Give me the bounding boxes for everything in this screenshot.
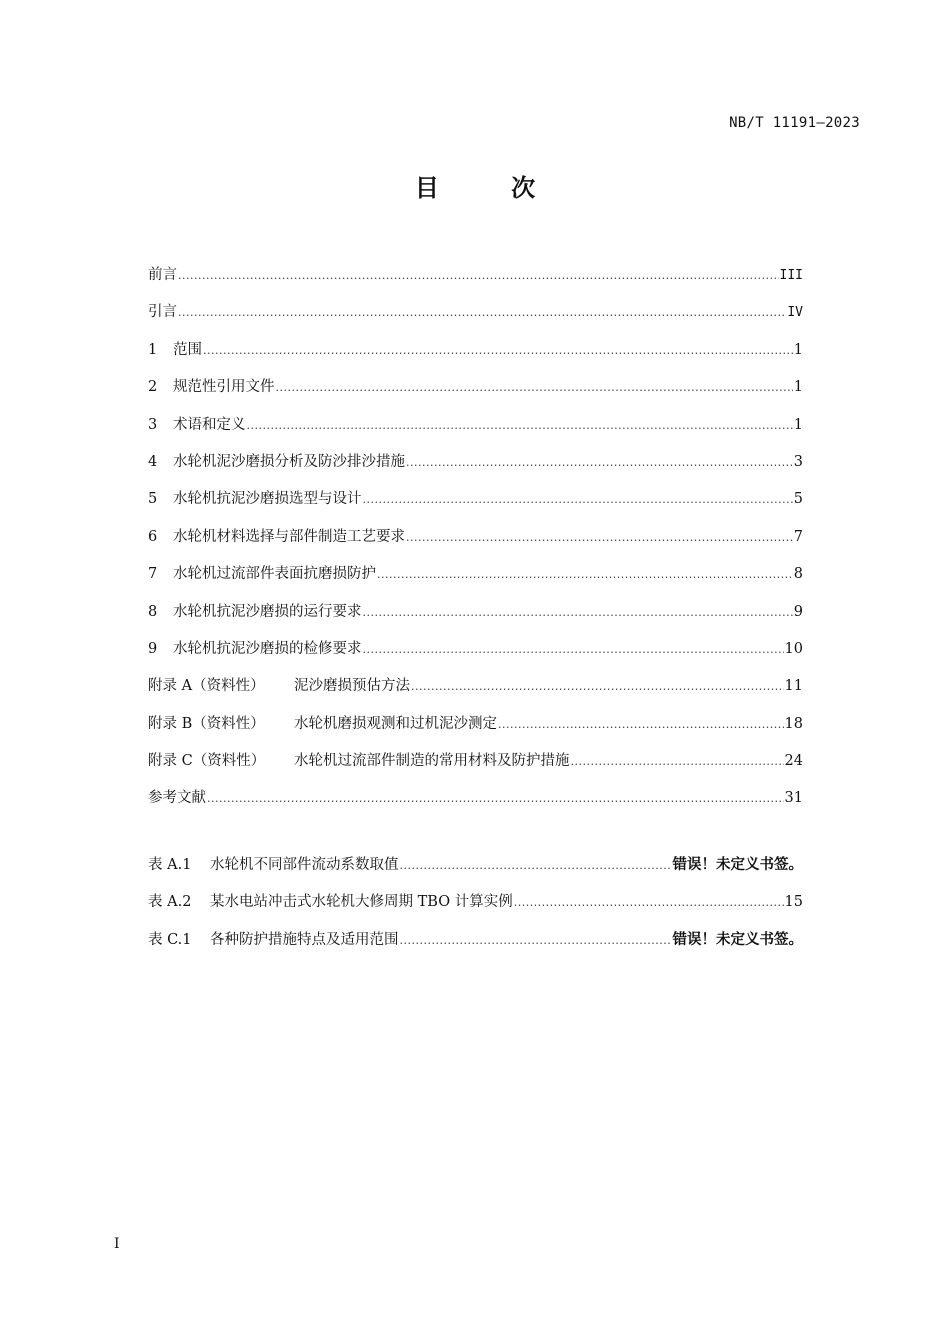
page-reference: 1 <box>793 341 803 358</box>
entry-label <box>148 890 513 911</box>
toc-entry[interactable] <box>148 562 803 599</box>
toc-entry[interactable] <box>148 749 803 786</box>
page-reference: 错误！未定义书签。 <box>672 931 803 948</box>
entry-label <box>148 375 275 396</box>
dot-leader <box>406 456 793 469</box>
entry-title: 泥沙磨损预估方法 <box>294 678 410 695</box>
toc-entry[interactable] <box>148 525 803 562</box>
dot-leader <box>178 269 779 282</box>
entry-label <box>148 263 177 284</box>
dot-leader <box>363 606 793 619</box>
annex-prefix: 附录 C（资料性） <box>148 753 266 770</box>
entry-label <box>148 600 362 621</box>
annex-prefix: 附录 A（资料性） <box>148 678 265 695</box>
toc-entry[interactable] <box>148 413 803 450</box>
page-reference: 9 <box>793 603 803 620</box>
page-reference: 1 <box>793 379 803 396</box>
dot-leader <box>203 344 793 357</box>
page-reference: 7 <box>793 528 803 545</box>
table-entry[interactable] <box>148 853 803 890</box>
dot-leader <box>400 934 672 947</box>
entry-number: 8 <box>148 603 158 620</box>
entry-label <box>148 712 497 733</box>
dot-leader <box>276 381 793 394</box>
dot-leader <box>178 306 786 319</box>
entry-label <box>148 637 362 658</box>
entry-number: 4 <box>148 453 158 470</box>
page-reference: 15 <box>784 894 803 911</box>
entry-title: 术语和定义 <box>173 416 246 433</box>
page-reference: 18 <box>784 715 803 732</box>
page-reference: 31 <box>784 790 803 807</box>
dot-leader <box>207 792 784 805</box>
page-reference: 24 <box>784 753 803 770</box>
annex-prefix: 附录 B（资料性） <box>148 715 265 732</box>
entry-title: 规范性引用文件 <box>173 379 275 396</box>
page-reference: IV <box>787 305 803 321</box>
toc-entry[interactable] <box>148 786 803 823</box>
entry-title: 水轮机抗泥沙磨损选型与设计 <box>173 491 362 508</box>
table-of-contents <box>148 263 803 824</box>
dot-leader <box>571 755 784 768</box>
page-number: I <box>114 1236 120 1252</box>
toc-entry[interactable] <box>148 674 803 711</box>
dot-leader <box>247 419 793 432</box>
entry-label <box>148 487 362 508</box>
entry-label <box>148 749 570 770</box>
toc-entry[interactable] <box>148 600 803 637</box>
page-reference: III <box>779 268 803 283</box>
entry-number: 9 <box>148 640 158 657</box>
entry-label <box>148 674 410 695</box>
entry-title: 水轮机过流部件表面抗磨损防护 <box>173 566 376 583</box>
toc-entry[interactable] <box>148 263 803 300</box>
dot-leader <box>400 859 672 872</box>
table-entry[interactable] <box>148 928 803 965</box>
table-number: 表 C.1 <box>148 931 192 948</box>
dot-leader <box>514 896 784 909</box>
page-reference: 10 <box>784 640 803 657</box>
toc-entry[interactable] <box>148 637 803 674</box>
entry-title: 水轮机泥沙磨损分析及防沙排沙措施 <box>173 453 405 470</box>
table-number: 表 A.1 <box>148 857 192 873</box>
entry-number: 5 <box>148 491 158 508</box>
list-of-tables <box>148 853 803 965</box>
entry-number: 6 <box>148 528 158 545</box>
dot-leader <box>406 531 793 544</box>
toc-entry[interactable] <box>148 450 803 487</box>
table-number: 表 A.2 <box>148 894 192 911</box>
entry-label <box>148 562 376 583</box>
entry-label <box>148 413 246 434</box>
document-code: NB/T 11191—2023 <box>729 115 860 131</box>
toc-entry[interactable] <box>148 712 803 749</box>
dot-leader <box>363 493 793 506</box>
entry-number: 7 <box>148 566 158 583</box>
entry-title: 引言 <box>148 304 177 321</box>
table-entry[interactable] <box>148 890 803 927</box>
entry-title: 各种防护措施特点及适用范围 <box>210 931 399 948</box>
entry-title: 水轮机抗泥沙磨损的检修要求 <box>173 640 362 657</box>
entry-title: 水轮机不同部件流动系数取值 <box>210 857 399 873</box>
entry-title: 水轮机磨损观测和过机泥沙测定 <box>294 715 497 732</box>
entry-label <box>148 786 206 807</box>
entry-label <box>148 338 202 359</box>
toc-entry[interactable] <box>148 375 803 412</box>
entry-label <box>148 300 177 321</box>
entry-title: 参考文献 <box>148 790 206 807</box>
entry-title: 水轮机材料选择与部件制造工艺要求 <box>173 528 405 545</box>
page-reference: 11 <box>784 678 803 695</box>
toc-entry[interactable] <box>148 338 803 375</box>
dot-leader <box>377 568 793 581</box>
dot-leader <box>411 680 784 693</box>
page-title: 目 次 <box>414 174 568 202</box>
entry-label <box>148 450 405 471</box>
entry-title: 水轮机过流部件制造的常用材料及防护措施 <box>294 753 570 770</box>
entry-title: 范围 <box>173 341 202 358</box>
toc-entry[interactable] <box>148 487 803 524</box>
dot-leader <box>363 643 784 656</box>
page-reference: 1 <box>793 416 803 433</box>
dot-leader <box>498 718 784 731</box>
entry-title: 某水电站冲击式水轮机大修周期 TBO 计算实例 <box>210 894 513 911</box>
entry-title: 水轮机抗泥沙磨损的运行要求 <box>173 603 362 620</box>
page-reference: 5 <box>793 491 803 508</box>
toc-entry[interactable] <box>148 300 803 337</box>
page-reference: 错误！未定义书签。 <box>672 857 803 873</box>
entry-label <box>148 928 399 949</box>
entry-label <box>148 853 399 874</box>
entry-number: 1 <box>148 341 158 358</box>
entry-label <box>148 525 405 546</box>
page-reference: 8 <box>793 566 803 583</box>
entry-number: 2 <box>148 379 158 396</box>
entry-title: 前言 <box>148 267 177 283</box>
page-reference: 3 <box>793 453 803 470</box>
entry-number: 3 <box>148 416 158 433</box>
